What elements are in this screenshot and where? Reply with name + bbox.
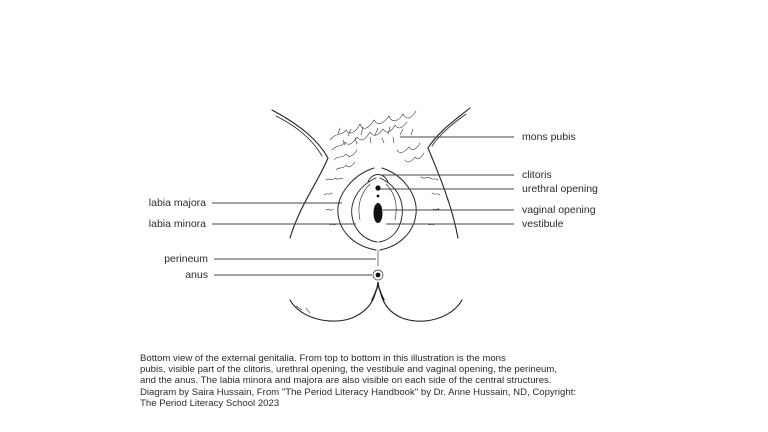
- left-buttock: [290, 290, 376, 321]
- label-perineum: perineum: [164, 253, 208, 265]
- caption-line-5: The Period Literacy School 2023: [140, 397, 280, 409]
- clitoris-mark: [375, 185, 380, 190]
- right-buttock: [380, 290, 462, 321]
- label-vaginal-opening: vaginal opening: [522, 204, 596, 216]
- caption-line-4: Diagram by Saira Hussain, From "The Period Literacy Handbook" by Dr. Anne Hussain, ND, Copyright:: [140, 386, 577, 398]
- figure-caption: [140, 353, 620, 409]
- caption-line-3: and the anus. The labia minora and majora are also visible on each side of the central structures.: [140, 375, 552, 387]
- label-clitoris: clitoris: [522, 169, 552, 181]
- label-vestibule: vestibule: [522, 218, 564, 230]
- labia-majora-right: [380, 168, 416, 250]
- labia-minora-left: [352, 178, 377, 242]
- label-anus: anus: [185, 269, 208, 281]
- urethral-opening-mark: [377, 195, 380, 198]
- caption-line-1: Bottom view of the external genitalia. From top to bottom in this illustration is the mons: [140, 353, 506, 364]
- vaginal-opening-mark: [374, 203, 383, 223]
- label-labia-minora: labia minora: [148, 218, 206, 230]
- caption-line-2: pubis, visible part of the clitoris, urethral opening, the vestibule and vaginal opening, the perineum,: [140, 364, 558, 376]
- label-labia-majora: labia majora: [148, 197, 206, 209]
- gluteal-cleft: [372, 282, 384, 300]
- left-thigh-outline-inner: [276, 116, 322, 156]
- label-urethral-opening: urethral opening: [522, 183, 598, 195]
- label-mons-pubis: mons pubis: [522, 131, 576, 143]
- anus-mark: [373, 270, 383, 280]
- left-thigh-outline: [272, 110, 328, 238]
- right-thigh-outline-inner: [432, 114, 466, 146]
- labia-majora-left: [338, 168, 376, 250]
